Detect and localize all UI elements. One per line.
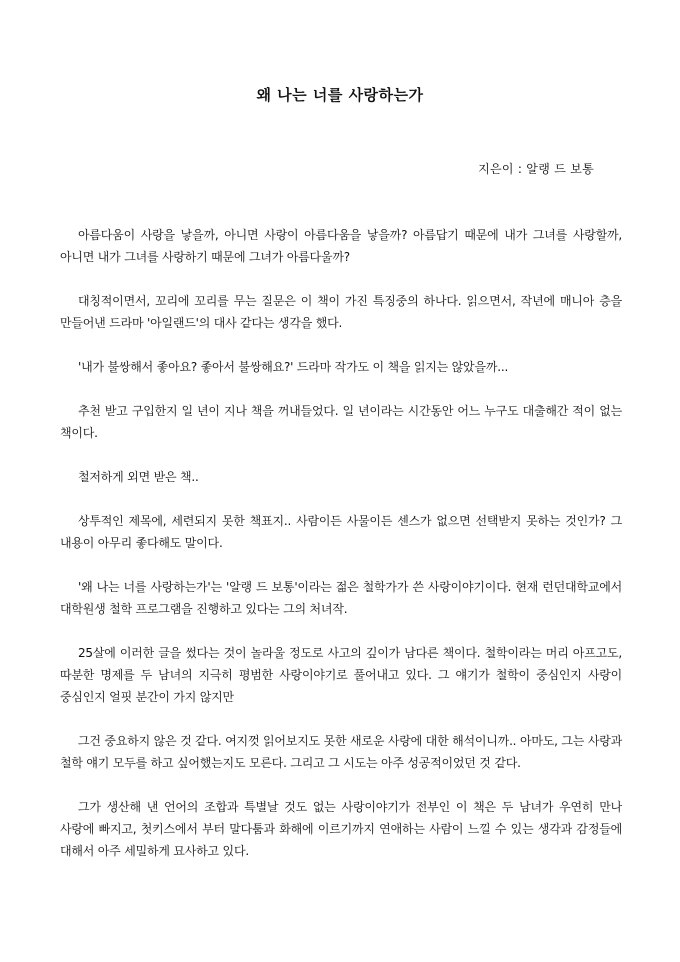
paragraph: 추천 받고 구입한지 일 년이 지나 책을 꺼내들었다. 일 년이라는 시간동안 어느 누구도 대출해간 적이 없는 책이다. xyxy=(60,404,622,440)
paragraph: 상투적인 제목에, 세련되지 못한 책표지.. 사람이든 사물이든 센스가 없으면 선택받지 못하는 것인가? 그 내용이 아무리 좋다해도 말이다. xyxy=(60,514,622,550)
document-body xyxy=(60,224,622,884)
paragraph: 대칭적이면서, 꼬리에 꼬리를 무는 질문은 이 책이 가진 특징중의 하나다. 읽으면서, 작년에 매니아 층을 만들어낸 드라마 '아일랜드'의 대사 같다는 생각을 했다. xyxy=(60,294,622,330)
author-line: 지은이 : 알랭 드 보통 xyxy=(478,162,594,176)
paragraph: '내가 불쌍해서 좋아요? 좋아서 불쌍해요?' 드라마 작가도 이 책을 읽지는 않았을까... xyxy=(78,360,509,374)
paragraph: 아름다움이 사랑을 낳을까, 아니면 사랑이 아름다움을 낳을까? 아름답기 때문에 내가 그녀를 사랑할까, 아니면 내가 그녀를 사랑하기 때문에 그녀가 아름다울까? xyxy=(60,228,622,264)
paragraph: 그건 중요하지 않은 것 같다. 여지껏 읽어보지도 못한 새로운 사랑에 대한 해석이니까.. 아마도, 그는 사랑과 철학 얘기 모두를 하고 싶어했는지도 모른다. 그리고 그 시도는 아주 성공적이었던 것 같다. xyxy=(60,734,622,770)
paragraph: 25살에 이러한 글을 썼다는 것이 놀라울 정도로 사고의 깊이가 남다른 책이다. 철학이라는 머리 아프고도, 따분한 명제를 두 남녀의 지극히 평범한 사랑이야기로 풀어내고 있다. 그 얘기가 철학이 중심인지 사랑이 중심인지 얼핏 분간이 가지 않지만 xyxy=(60,646,622,704)
document-title: 왜 나는 너를 사랑하는가 xyxy=(256,86,424,104)
paragraph: 그가 생산해 낸 언어의 조합과 특별날 것도 없는 사랑이야기가 전부인 이 책은 두 남녀가 우연히 만나 사랑에 빠지고, 첫키스에서 부터 말다툼과 화해에 이르기까지 연애하는 사람이 느낄 수 있는 생각과 감정들에 대해서 아주 세밀하게 묘사하고 있다. xyxy=(60,800,622,858)
paragraph: '왜 나는 너를 사랑하는가'는 '알랭 드 보통'이라는 젊은 철학가가 쓴 사랑이야기이다. 현재 런던대학교에서 대학원생 철학 프로그램을 진행하고 있다는 그의 처녀작. xyxy=(60,580,622,616)
paragraph: 철저하게 외면 받은 책.. xyxy=(78,470,199,484)
